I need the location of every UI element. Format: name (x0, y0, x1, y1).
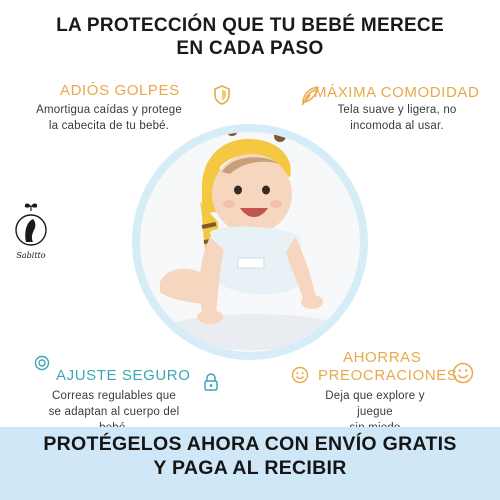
promo-banner-text (0, 432, 500, 480)
logo-wordmark: Sabitto (16, 251, 46, 260)
smiley-icon-large (452, 362, 474, 384)
feature-ajuste-title: AJUSTE SEGURO (56, 367, 191, 384)
headline-line-1: LA PROTECCIÓN QUE TU BEBÉ MERECE (56, 15, 444, 36)
feature-ahorras-desc-line-1: Deja que explore y (325, 390, 425, 402)
feature-adios-desc-line-2: la cabecita de tu bebé. (48, 120, 170, 132)
smiley-icon (291, 366, 309, 384)
feature-ajuste-desc-line-2: se adaptan al cuerpo del (48, 406, 180, 418)
headline (0, 14, 500, 60)
feature-adios-desc-line-1: Amortigua caídas y protege (36, 104, 182, 116)
promo-banner-line-1: PROTÉGELOS AHORA CON ENVÍO GRATIS (43, 433, 457, 455)
headline-line-2: EN CADA PASO (176, 38, 324, 59)
lock-icon (202, 372, 220, 392)
feature-comodidad-desc-line-1: Tela suave y ligera, no (337, 104, 457, 116)
feature-ajuste-desc-line-1: Correas regulables que (52, 390, 176, 402)
feature-comodidad-desc (302, 102, 492, 134)
feature-ahorras-title-line-2: PREOCRACIONES (318, 367, 458, 384)
feature-comodidad-title: MÁXIMA COMODIDAD (314, 84, 480, 101)
feature-adios-desc (20, 102, 198, 134)
feature-comodidad-desc-line-2: incomoda al usar. (350, 120, 444, 132)
baby-photo (140, 132, 360, 352)
promo-banner-line-2: Y PAGA AL RECIBIR (153, 457, 347, 479)
target-icon (34, 355, 50, 371)
feature-ahorras-title-line-1: AHORRAS (343, 349, 422, 366)
brand-logo (14, 200, 48, 274)
shield-icon (212, 84, 232, 106)
feature-ahorras-desc-line-2: juegue (357, 406, 393, 418)
feature-adios-title: ADIÓS GOLPES (60, 82, 180, 99)
